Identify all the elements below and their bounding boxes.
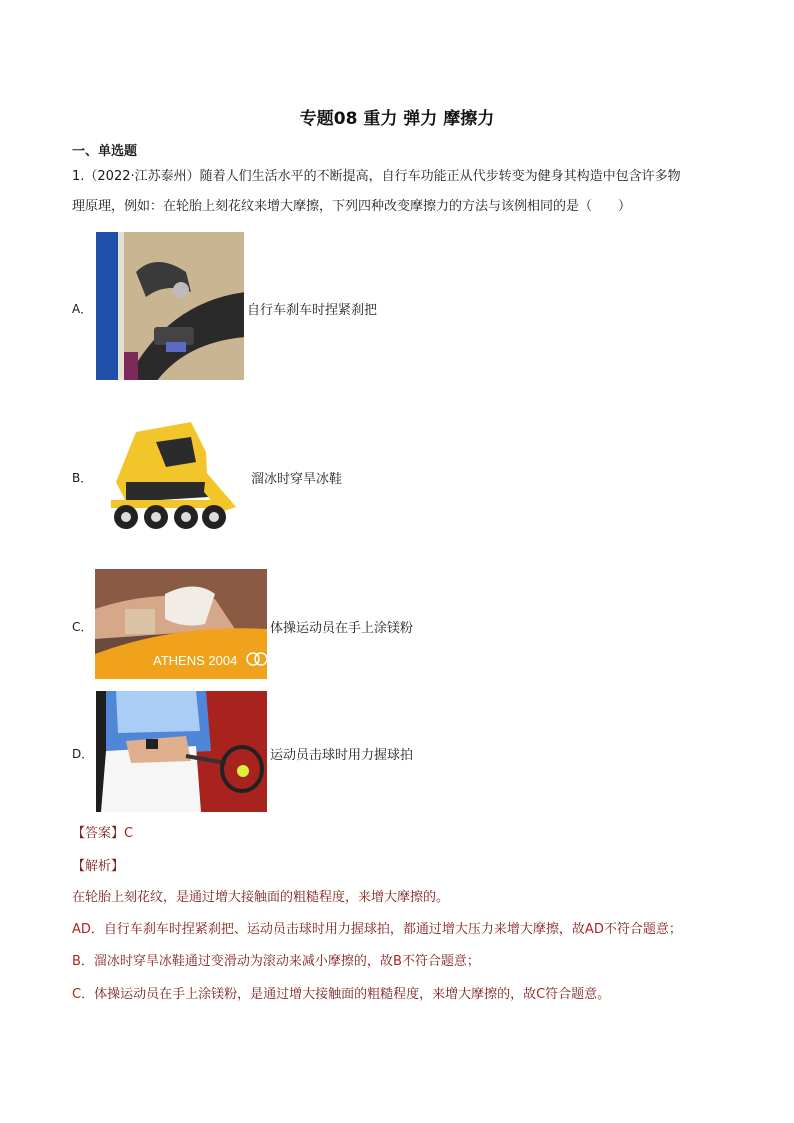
option-c-text: 体操运动员在手上涂镁粉 — [270, 621, 414, 636]
question-line-2: 理原理，例如：在轮胎上刻花纹来增大摩擦，下列四种改变摩擦力的方法与该例相同的是（ ） — [72, 199, 632, 214]
option-ref: B — [392, 954, 402, 969]
option-a-text: 自行车刹车时捏紧刹把 — [247, 303, 378, 318]
tennis-player-image — [96, 691, 267, 812]
analysis-text: ．溜冰时穿旱冰鞋通过变滑动为滚动来减小摩擦的，故 — [80, 954, 393, 969]
analysis-text: 不符合题意； — [401, 954, 480, 969]
gymnast-chalk-image — [95, 569, 267, 679]
option-ref: C — [72, 987, 82, 1002]
bicycle-brake-image — [96, 232, 244, 380]
analysis-text: ．自行车刹车时捏紧刹把、运动员击球时用力握球拍，都通过增大压力来增大摩擦，故 — [90, 922, 585, 937]
question-stem — [72, 162, 732, 222]
answer-label: 【答案】 — [72, 826, 125, 841]
question-line-1: 1.（2022·江苏泰州）随着人们生活水平的不断提高，自行车功能正从代步转变为健身其构造中包含许多物 — [72, 169, 681, 184]
option-b-label: B． — [72, 471, 93, 485]
analysis-text: ．体操运动员在手上涂镁粉，是通过增大接触面的粗糙程度，来增大摩擦的，故 — [81, 987, 537, 1002]
analysis-paragraph-1: 在轮胎上刻花纹，是通过增大接触面的粗糙程度，来增大摩擦的。 — [72, 890, 450, 905]
analysis-paragraph-4 — [72, 983, 610, 1002]
analysis-label: 【解析】 — [72, 859, 125, 874]
option-ref: C — [536, 987, 546, 1002]
answer-line — [72, 822, 133, 841]
option-a-label: A． — [72, 302, 93, 316]
page-title: 专题08 重力 弹力 摩擦力 — [299, 109, 495, 129]
option-d-label: D． — [72, 747, 94, 761]
option-d-text: 运动员击球时用力握球拍 — [270, 748, 414, 763]
analysis-paragraph-2 — [72, 918, 682, 937]
option-ref: AD — [72, 922, 91, 937]
option-ref: B — [72, 954, 81, 969]
analysis-paragraph-3 — [72, 950, 480, 969]
analysis-text: 符合题意。 — [545, 987, 611, 1002]
option-ref: AD — [584, 922, 604, 937]
analysis-text: 不符合题意； — [603, 922, 682, 937]
answer-value: C — [124, 826, 134, 841]
section-heading: 一、单选题 — [72, 144, 138, 159]
option-c-label: C． — [72, 620, 93, 634]
roller-skate-image — [96, 412, 248, 534]
option-b-text: 溜冰时穿旱冰鞋 — [251, 472, 343, 487]
athens-2004-text: ATHENS 2004 — [153, 653, 238, 668]
